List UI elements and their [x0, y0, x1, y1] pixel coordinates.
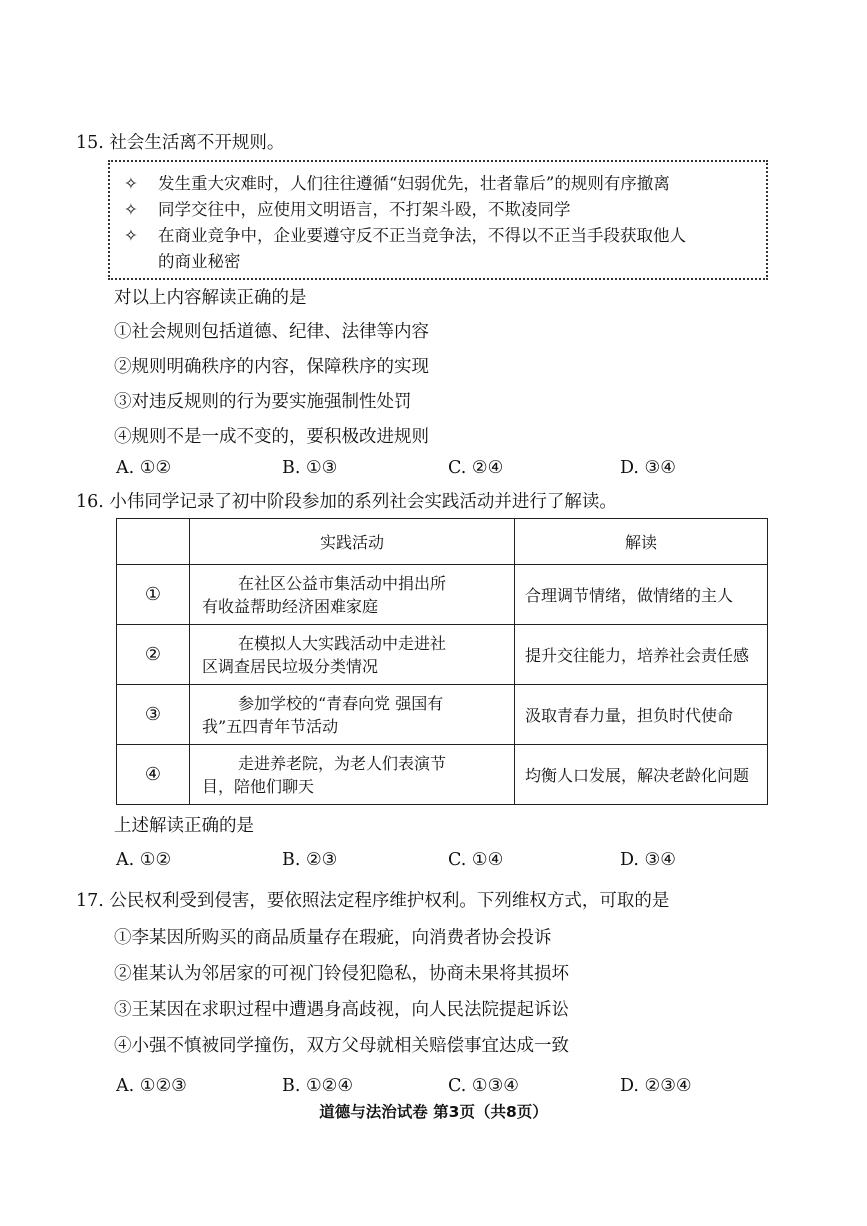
q17-option-c[interactable]: C. ①③④	[448, 1076, 519, 1096]
q16-option-b[interactable]: B. ②③	[282, 850, 338, 870]
row-number: ②	[117, 625, 190, 685]
diamond-bullet-icon: ✧	[124, 226, 138, 245]
q16-option-d[interactable]: D. ③④	[620, 850, 676, 870]
row-number: ③	[117, 685, 190, 745]
activity-cell: 参加学校的“青春向党 强国有 我”五四青年节活动	[190, 685, 515, 745]
q15-option-b[interactable]: B. ①③	[282, 458, 338, 478]
page-footer: 道德与法治试卷 第3页（共8页）	[319, 1103, 548, 1121]
interpretation-cell: 汲取青春力量，担负时代使命	[515, 685, 768, 745]
q17-option-b[interactable]: B. ①②④	[282, 1076, 354, 1096]
q15-statement-1: ①社会规则包括道德、纪律、法律等内容	[114, 322, 429, 342]
row-number: ①	[117, 565, 190, 625]
box-item-2: ✧ 同学交往中，应使用文明语言，不打架斗殴，不欺凌同学	[124, 198, 571, 222]
q16-prompt: 上述解读正确的是	[114, 816, 254, 836]
q15-statement-4: ④规则不是一成不变的，要积极改进规则	[114, 427, 429, 447]
interpretation-cell: 提升交往能力，培养社会责任感	[515, 625, 768, 685]
q17-option-d[interactable]: D. ②③④	[620, 1076, 692, 1096]
activity-cell: 在社区公益市集活动中捐出所 有收益帮助经济困难家庭	[190, 565, 515, 625]
q15-option-d[interactable]: D. ③④	[620, 458, 676, 478]
diamond-bullet-icon: ✧	[124, 200, 138, 219]
activity-cell: 在模拟人大实践活动中走进社 区调查居民垃圾分类情况	[190, 625, 515, 685]
table-row	[117, 565, 768, 625]
q15-option-c[interactable]: C. ②④	[448, 458, 504, 478]
table-row	[117, 685, 768, 745]
q16-stem: 16. 小伟同学记录了初中阶段参加的系列社会实践活动并进行了解读。	[76, 492, 617, 512]
q15-rule-box	[108, 160, 768, 280]
box-item-3-cont: 的商业秘密	[158, 252, 241, 271]
practice-activity-table	[116, 518, 768, 805]
q15-option-a[interactable]: A. ①②	[116, 458, 172, 478]
diamond-bullet-icon: ✧	[124, 174, 138, 193]
interpretation-cell: 均衡人口发展，解决老龄化问题	[515, 745, 768, 805]
q15-statement-3: ③对违反规则的行为要实施强制性处罚	[114, 392, 412, 412]
q15-stem: 15. 社会生活离不开规则。	[76, 133, 285, 153]
q17-statement-3: ③王某因在求职过程中遭遇身高歧视，向人民法院提起诉讼	[114, 1000, 569, 1020]
q17-option-a[interactable]: A. ①②③	[116, 1076, 187, 1096]
table-row	[117, 625, 768, 685]
q15-statement-2: ②规则明确秩序的内容，保障秩序的实现	[114, 357, 429, 377]
q17-statement-1: ①李某因所购买的商品质量存在瑕疵，向消费者协会投诉	[114, 928, 552, 948]
q15-prompt: 对以上内容解读正确的是	[114, 288, 307, 308]
q17-statement-4: ④小强不慎被同学撞伤，双方父母就相关赔偿事宜达成一致	[114, 1036, 569, 1056]
table-header-activity: 实践活动	[190, 519, 515, 565]
interpretation-cell: 合理调节情绪，做情绪的主人	[515, 565, 768, 625]
q17-statement-2: ②崔某认为邻居家的可视门铃侵犯隐私，协商未果将其损坏	[114, 964, 569, 984]
activity-cell: 走进养老院，为老人们表演节 目，陪他们聊天	[190, 745, 515, 805]
q17-stem: 17. 公民权利受到侵害，要依照法定程序维护权利。下列维权方式，可取的是	[76, 891, 670, 911]
q16-option-c[interactable]: C. ①④	[448, 850, 504, 870]
table-header-row	[117, 519, 768, 565]
box-item-3: ✧ 在商业竞争中，企业要遵守反不正当竞争法，不得以不正当手段获取他人	[124, 224, 686, 248]
row-number: ④	[117, 745, 190, 805]
q16-option-a[interactable]: A. ①②	[116, 850, 172, 870]
table-header-interpretation: 解读	[515, 519, 768, 565]
box-item-1: ✧ 发生重大灾难时，人们往往遵循“妇弱优先，壮者靠后”的规则有序撤离	[124, 172, 670, 196]
table-header-blank	[117, 519, 190, 565]
table-row	[117, 745, 768, 805]
